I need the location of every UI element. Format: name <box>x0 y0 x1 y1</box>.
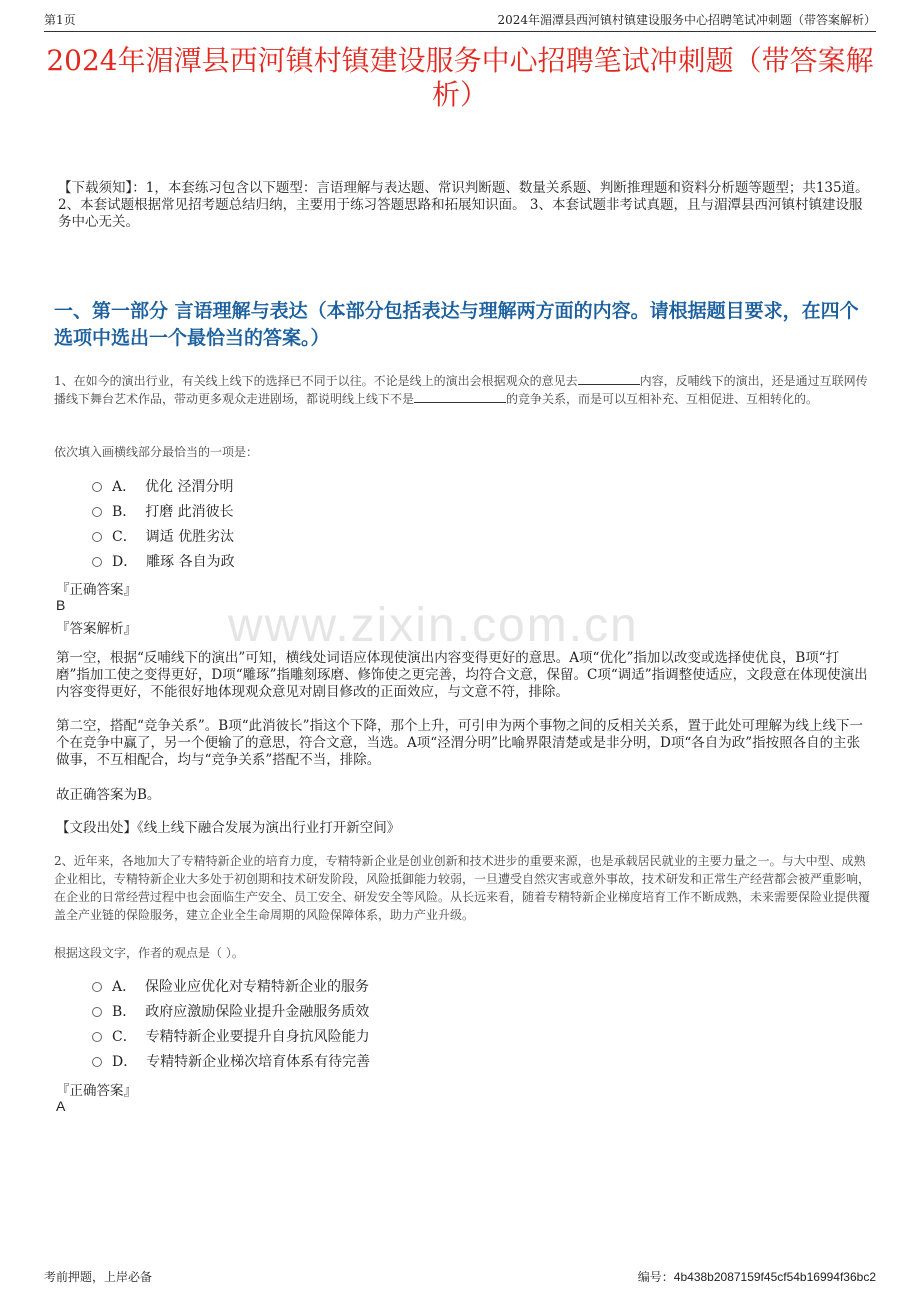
analysis-conclusion: 故正确答案为B。 <box>56 787 161 803</box>
radio-button[interactable] <box>92 1032 102 1042</box>
option-text: 保险业应优化对专精特新企业的服务 <box>145 978 370 995</box>
option-text: 雕琢 各自为政 <box>146 553 235 570</box>
radio-button[interactable] <box>92 557 102 567</box>
analysis-paragraph-2: 第二空，搭配“竞争关系”。B项“此消彼长”指这个下降，那个上升，可引申为两个事物之间的反相关关系，置于此处可理解为线上线下一个在竞争中赢了，另一个便输了的意思，符合文意，当选。A项“泾渭分明”比喻界限清楚或是非分明，D项“各自为政”指按照各自的主张做事，不互相配合，均与“竞争关系”搭配不当，排除。 <box>56 718 864 768</box>
correct-answer-label: 『正确答案』 <box>56 1083 137 1099</box>
option-text: 专精特新企业要提升自身抗风险能力 <box>145 1028 370 1045</box>
option-b[interactable] <box>92 498 235 523</box>
radio-button[interactable] <box>92 507 102 517</box>
document-code <box>638 1268 876 1285</box>
download-notice: 【下载须知】：1，本套练习包含以下题型：言语理解与表达题、常识判断题、数量关系题、判断推理题和资料分析题等题型；共135道。 2、本套试题根据常见招考题总结归纳，主要用于练习答题思路和拓展知识面。 3、本套试题非考试真题，且与湄潭县西河镇村镇建设服务中心无关。 <box>58 180 869 230</box>
option-text: 优化 泾渭分明 <box>145 478 234 495</box>
answer-analysis-label: 『答案解析』 <box>56 621 137 637</box>
option-letter: B． <box>112 503 137 520</box>
correct-answer: B <box>56 597 66 613</box>
option-c[interactable] <box>92 523 235 548</box>
question-1-options <box>92 473 235 573</box>
option-text: 专精特新企业梯次培育体系有待完善 <box>146 1053 371 1070</box>
fill-blank <box>578 375 640 385</box>
header-doc-title: 2024年湄潭县西河镇村镇建设服务中心招聘笔试冲刺题（带答案解析） <box>497 13 876 27</box>
radio-button[interactable] <box>92 982 102 992</box>
question-2-options <box>92 973 370 1073</box>
correct-answer-label: 『正确答案』 <box>56 582 137 598</box>
option-b[interactable] <box>92 998 370 1023</box>
question-2-text: 2、近年来，各地加大了专精特新企业的培育力度，专精特新企业是创业创新和技术进步的重要来源，也是承载居民就业的主要力量之一。与大中型、成熟企业相比，专精特新企业大多处于初创期和技术研发阶段，风险抵御能力较弱，一旦遭受自然灾害或意外事故，技术研发和正常生产经营都会被严重影响，在企业的日常经营过程中也会面临生产安全、员工安全、研发安全等风险。从长远来看，随着专精特新企业梯度培育工作不断成熟，未来需要保险业提供覆盖全产业链的保险服务，建立企业全生命周期的风险保障体系，助力产业升级。 <box>54 854 871 922</box>
analysis-paragraph-1: 第一空，根据“反哺线下的演出”可知，横线处词语应体现使演出内容变得更好的意思。A项“优化”指加以改变或选择使优良，B项“打磨”指加工使之变得更好，D项“雕琢”指雕刻琢磨、修饰使之更完善，均符合文意，保留。C项“调适”指调整使适应，文段意在体现使演出内容变得更好，不能很好地体现观众意见对剧目修改的正面效应，与文意不符，排除。 <box>56 650 868 700</box>
question-1-text-part: 的竞争关系，而是可以互相补充、互相促进、互相转化的。 <box>506 392 819 406</box>
footer-slogan: 考前押题，上岸必备 <box>44 1270 153 1284</box>
option-letter: C． <box>112 528 137 545</box>
radio-button[interactable] <box>92 1007 102 1017</box>
option-a[interactable] <box>92 973 370 998</box>
option-text: 调适 优胜劣汰 <box>145 528 235 545</box>
question-1-text <box>54 372 870 408</box>
question-1-text-part: 1、在如今的演出行业，有关线上线下的选择已不同于以往。不论是线上的演出会根据观众的意见去 <box>54 374 578 388</box>
page-number: 第1页 <box>44 13 76 27</box>
option-letter: A． <box>112 978 137 995</box>
option-text: 政府应激励保险业提升金融服务质效 <box>145 1003 370 1020</box>
correct-answer: A <box>56 1098 66 1114</box>
fill-blank <box>414 393 506 403</box>
option-letter: D． <box>112 1053 138 1070</box>
question-1-text-part: 内容，反哺线下的演出，还是通过互联网传播线下舞台艺术作品，带动更多观众走进剧场，都说明线上线下不是 <box>54 374 868 406</box>
option-d[interactable] <box>92 548 235 573</box>
question-2-prompt: 根据这段文字，作者的观点是（ ）。 <box>54 946 244 960</box>
radio-button[interactable] <box>92 1057 102 1067</box>
option-letter: A． <box>112 478 137 495</box>
option-letter: C． <box>112 1028 137 1045</box>
code-label: 编号： <box>637 1270 674 1284</box>
option-a[interactable] <box>92 473 235 498</box>
option-d[interactable] <box>92 1048 370 1073</box>
option-letter: D． <box>112 553 138 570</box>
option-text: 打磨 此消彼长 <box>145 503 234 520</box>
page-header <box>44 10 876 32</box>
passage-source: 【文段出处】《线上线下融合发展为演出行业打开新空间》 <box>56 820 401 836</box>
option-letter: B． <box>112 1003 137 1020</box>
option-c[interactable] <box>92 1023 370 1048</box>
radio-button[interactable] <box>92 532 102 542</box>
section-heading: 一、第一部分 言语理解与表达（本部分包括表达与理解两方面的内容。请根据题目要求，在四个选项中选出一个最恰当的答案。） <box>54 300 859 349</box>
page-title: 2024年湄潭县西河镇村镇建设服务中心招聘笔试冲刺题（带答案解析） <box>46 44 874 111</box>
page-footer <box>44 1268 876 1285</box>
question-1-prompt: 依次填入画横线部分最恰当的一项是： <box>54 445 259 459</box>
code-value: 4b438b2087159f45cf54b16994f36bc2 <box>673 1270 876 1284</box>
radio-button[interactable] <box>92 482 102 492</box>
watermark: www.zixin.com.cn <box>228 599 639 652</box>
